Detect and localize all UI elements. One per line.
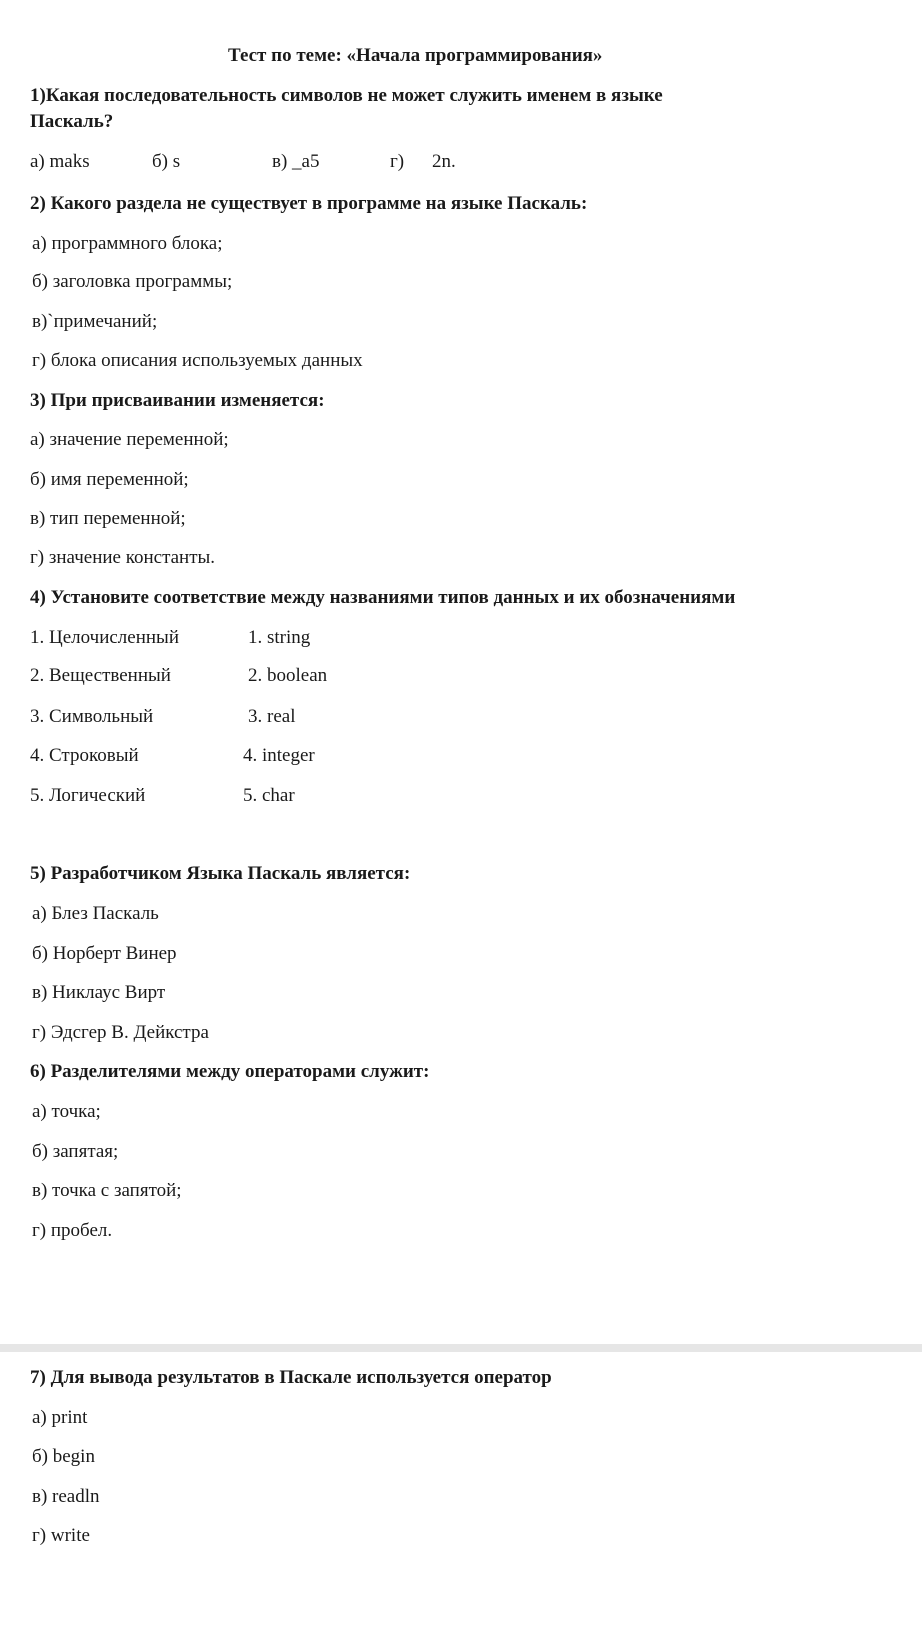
question-3-option-c: в) тип переменной; bbox=[30, 508, 186, 529]
question-7-option-d: г) write bbox=[32, 1525, 90, 1546]
question-4-right-item: 3. real bbox=[248, 706, 296, 727]
question-2-option-c: в)`примечаний; bbox=[32, 311, 158, 332]
question-1-option-a: а) maks bbox=[30, 151, 90, 172]
question-4-right-item: 1. string bbox=[248, 627, 311, 648]
question-3-option-a: а) значение переменной; bbox=[30, 429, 229, 450]
question-5-option-b: б) Норберт Винер bbox=[32, 943, 177, 964]
question-1-option-d-value: 2n. bbox=[432, 151, 456, 172]
question-4-left-item: 5. Логический bbox=[30, 785, 146, 806]
question-4-right-item: 4. integer bbox=[243, 745, 315, 766]
question-5: 5) Разработчиком Языка Паскаль является: bbox=[30, 863, 411, 884]
question-3: 3) При присваивании изменяется: bbox=[30, 390, 325, 411]
question-7-option-a: а) print bbox=[32, 1407, 88, 1428]
question-7-option-c: в) readln bbox=[32, 1486, 100, 1507]
question-2-option-d: г) блока описания используемых данных bbox=[32, 350, 363, 371]
question-6-option-c: в) точка с запятой; bbox=[32, 1180, 182, 1201]
question-4-right-item: 2. boolean bbox=[248, 665, 328, 686]
question-2: 2) Какого раздела не существует в программе на языке Паскаль: bbox=[30, 193, 588, 214]
question-3-option-d: г) значение константы. bbox=[30, 547, 216, 568]
question-4-left-item: 4. Строковый bbox=[30, 745, 139, 766]
question-6-option-b: б) запятая; bbox=[32, 1141, 119, 1162]
question-6-option-d: г) пробел. bbox=[32, 1220, 113, 1241]
question-3-option-b: б) имя переменной; bbox=[30, 469, 189, 490]
question-6: 6) Разделителями между операторами служит: bbox=[30, 1061, 430, 1082]
question-4-left-item: 1. Целочисленный bbox=[30, 627, 179, 648]
question-1-line-2: Паскаль? bbox=[30, 111, 114, 132]
document-title: Тест по теме: «Начала программирования» bbox=[228, 45, 603, 66]
question-2-option-b: б) заголовка программы; bbox=[32, 271, 233, 292]
document-page-2 bbox=[0, 1352, 922, 1628]
question-5-option-d: г) Эдсгер В. Дейкстра bbox=[32, 1022, 209, 1043]
question-4-right-item: 5. char bbox=[243, 785, 295, 806]
question-4: 4) Установите соответствие между названиями типов данных и их обозначениями bbox=[30, 587, 736, 608]
question-4-left-item: 3. Символьный bbox=[30, 706, 154, 727]
page-separator bbox=[0, 1344, 922, 1352]
question-1-line-1: 1)Какая последовательность символов не может служить именем в языке bbox=[30, 85, 663, 106]
question-1-option-b: б) s bbox=[152, 151, 181, 172]
question-5-option-a: а) Блез Паскаль bbox=[32, 903, 159, 924]
question-1-option-d-label: г) bbox=[390, 151, 405, 172]
question-5-option-c: в) Никлаус Вирт bbox=[32, 982, 166, 1003]
question-4-left-item: 2. Вещественный bbox=[30, 665, 171, 686]
question-1-option-c: в) _a5 bbox=[272, 151, 320, 172]
question-7-option-b: б) begin bbox=[32, 1446, 95, 1467]
question-2-option-a: а) программного блока; bbox=[32, 233, 223, 254]
question-7: 7) Для вывода результатов в Паскале используется оператор bbox=[30, 1367, 552, 1388]
question-6-option-a: а) точка; bbox=[32, 1101, 101, 1122]
